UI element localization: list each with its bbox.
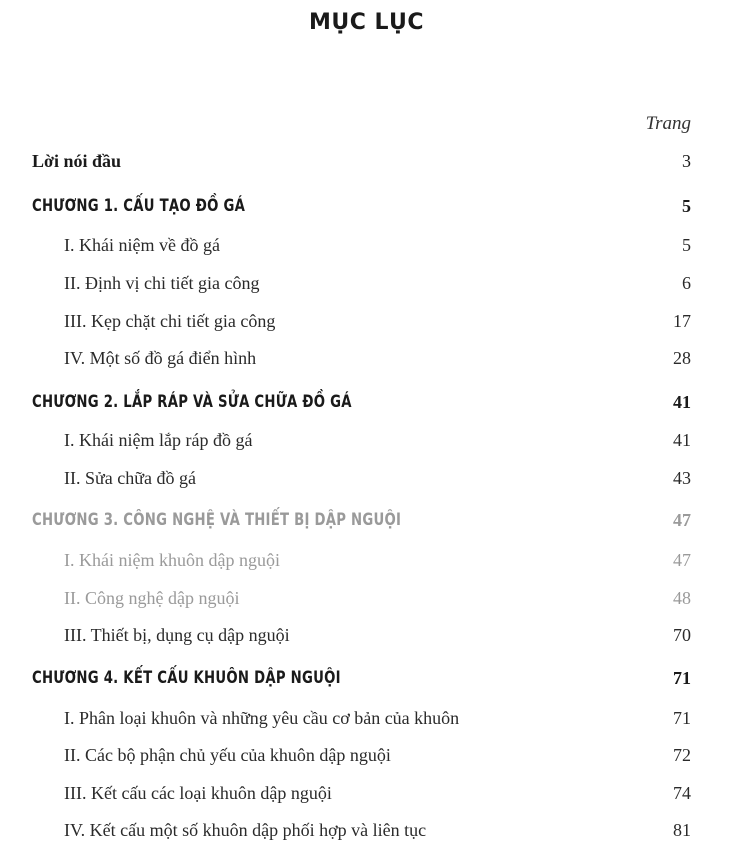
- toc-chapter-label: CHƯƠNG 1. CẤU TẠO ĐỒ GÁ: [32, 196, 246, 216]
- toc-section-label: II. Sửa chữa đồ gá: [64, 468, 196, 488]
- toc-section-page: 17: [673, 311, 691, 331]
- toc-section-label: III. Kết cấu các loại khuôn dập nguội: [64, 783, 332, 803]
- toc-section-label: I. Khái niệm về đồ gá: [64, 235, 220, 255]
- toc-entry-preface: [0, 151, 733, 181]
- toc-section: [0, 348, 733, 378]
- toc-section-page: 6: [682, 273, 691, 293]
- page-title: MỤC LỤC: [308, 10, 425, 35]
- toc-section: [0, 820, 733, 850]
- toc-section: [0, 273, 733, 303]
- toc-chapter-page: 5: [682, 196, 691, 216]
- toc-section: [0, 235, 733, 265]
- toc-section-page: 70: [673, 625, 691, 645]
- toc-entry-page: 3: [682, 151, 691, 171]
- toc-entry-label: Lời nói đầu: [32, 151, 122, 171]
- toc-section-page: 48: [673, 588, 691, 608]
- toc-section-page: 71: [673, 708, 691, 728]
- toc-section-label: I. Phân loại khuôn và những yêu cầu cơ bản của khuôn: [64, 708, 460, 728]
- toc-section-page: 41: [673, 430, 691, 450]
- toc-section-label: II. Công nghệ dập nguội: [64, 588, 240, 608]
- toc-section-label: I. Khái niệm lắp ráp đồ gá: [64, 430, 253, 450]
- toc-section-page: 43: [673, 468, 691, 488]
- toc-section-page: 74: [673, 783, 691, 803]
- toc-section: [0, 430, 733, 460]
- toc-section-label: III. Kẹp chặt chi tiết gia công: [64, 311, 276, 331]
- toc-section-page: 5: [682, 235, 691, 255]
- toc-section-page: 72: [673, 745, 691, 765]
- toc-section-label: III. Thiết bị, dụng cụ dập nguội: [64, 625, 290, 645]
- toc-section: [0, 783, 733, 813]
- toc-section: [0, 588, 733, 618]
- toc-section: [0, 625, 733, 655]
- toc-chapter-label: CHƯƠNG 2. LẮP RÁP VÀ SỬA CHỮA ĐỒ GÁ: [32, 392, 352, 412]
- toc-section: [0, 311, 733, 341]
- page-column-label: Trang: [645, 113, 691, 134]
- toc-chapter-label: CHƯƠNG 4. KẾT CẤU KHUÔN DẬP NGUỘI: [32, 668, 341, 688]
- toc-chapter-page: 71: [673, 668, 691, 688]
- toc-chapter-4: [0, 668, 733, 698]
- toc-chapter-page: 47: [673, 510, 691, 530]
- toc-section: [0, 468, 733, 498]
- toc-section-label: IV. Một số đồ gá điển hình: [64, 348, 257, 368]
- toc-section-label: II. Các bộ phận chủ yếu của khuôn dập nguội: [64, 745, 391, 765]
- toc-chapter-1: [0, 196, 733, 226]
- toc-section-page: 28: [673, 348, 691, 368]
- toc-section-page: 81: [673, 820, 691, 840]
- toc-chapter-2: [0, 392, 733, 422]
- toc-section: [0, 708, 733, 738]
- toc-section-page: 47: [673, 550, 691, 570]
- toc-chapter-label: CHƯƠNG 3. CÔNG NGHỆ VÀ THIẾT BỊ DẬP NGUỘI: [32, 510, 402, 530]
- toc-section-label: II. Định vị chi tiết gia công: [64, 273, 260, 293]
- toc-section-label: IV. Kết cấu một số khuôn dập phối hợp và liên tục: [64, 820, 427, 840]
- toc-section: [0, 550, 733, 580]
- toc-chapter-page: 41: [673, 392, 691, 412]
- toc-section-label: I. Khái niệm khuôn dập nguội: [64, 550, 280, 570]
- toc-section: [0, 745, 733, 775]
- toc-chapter-3: [0, 510, 733, 540]
